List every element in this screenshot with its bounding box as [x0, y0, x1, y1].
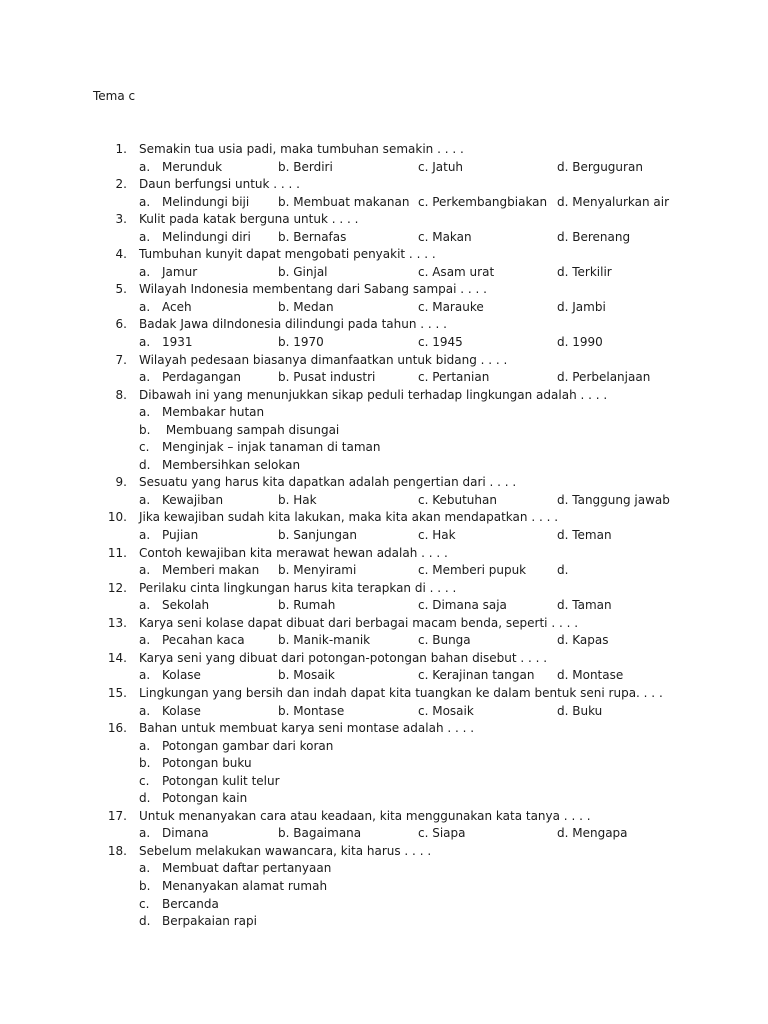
- option-b: b. Bagaimana: [278, 826, 362, 841]
- option-a-letter: a.: [139, 159, 151, 174]
- question-number: 16.: [107, 721, 127, 736]
- question-number: 9.: [115, 475, 127, 490]
- options-row: [0, 632, 768, 650]
- option-d: d. Jambi: [557, 299, 606, 314]
- option-d: d. Perbelanjaan: [557, 370, 651, 385]
- option-text: Potongan gambar dari koran: [162, 738, 334, 753]
- question-row: [0, 246, 768, 264]
- options-row: [0, 194, 768, 212]
- option-c: c. Mosaik: [418, 703, 474, 718]
- option-a-letter: a.: [139, 668, 151, 683]
- question-number: 10.: [107, 510, 127, 525]
- question-list: [0, 141, 768, 931]
- option-a-letter: a.: [139, 703, 151, 718]
- option-c: c. Makan: [418, 229, 472, 244]
- question-text: Perilaku cinta lingkungan harus kita terapkan di . . . .: [139, 580, 457, 595]
- question-number: 2.: [115, 177, 127, 192]
- option-a-text: Pecahan kaca: [162, 633, 245, 648]
- option-d: d. Berenang: [557, 229, 631, 244]
- question-number: 3.: [115, 212, 127, 227]
- question-row: [0, 141, 768, 159]
- option-a-text: Merunduk: [162, 159, 223, 174]
- question-text: Semakin tua usia padi, maka tumbuhan semakin . . . .: [139, 142, 464, 156]
- option-letter: a.: [139, 405, 151, 420]
- option-a-letter: a.: [139, 633, 151, 648]
- option-c: c. 1945: [418, 335, 463, 350]
- option-a-text: Melindungi biji: [162, 194, 250, 209]
- options-row: [0, 334, 768, 352]
- question-row: [0, 211, 768, 229]
- option-a-letter: a.: [139, 370, 151, 385]
- option-letter: d.: [139, 791, 151, 806]
- question-number: 6.: [115, 317, 127, 332]
- option-b: b. Ginjal: [278, 264, 328, 279]
- option-text: Menanyakan alamat rumah: [162, 878, 328, 893]
- option-b: b. Montase: [278, 703, 345, 718]
- option-d: d. Buku: [557, 703, 603, 718]
- question-text: Bahan untuk membuat karya seni montase adalah . . . .: [139, 721, 475, 736]
- question-row: [0, 387, 768, 405]
- question-text: Sesuatu yang harus kita dapatkan adalah pengertian dari . . . .: [139, 475, 517, 490]
- question-text: Daun berfungsi untuk . . . .: [139, 177, 300, 192]
- option-b: b. Sanjungan: [278, 528, 357, 543]
- options-row: [0, 264, 768, 282]
- question-row: [0, 474, 768, 492]
- option-row: [0, 439, 768, 457]
- question-row: [0, 808, 768, 826]
- option-a-letter: a.: [139, 528, 151, 543]
- option-text: Berpakaian rapi: [162, 914, 257, 929]
- option-b: b. Berdiri: [278, 159, 333, 174]
- option-row: [0, 755, 768, 773]
- option-b: b. Bernafas: [278, 229, 347, 244]
- question-number: 7.: [115, 352, 127, 367]
- options-row: [0, 369, 768, 387]
- question-number: 8.: [115, 387, 127, 402]
- option-b: b. Menyirami: [278, 563, 357, 578]
- option-b: b. Pusat industri: [278, 370, 376, 385]
- option-b: b. Membuat makanan: [278, 194, 410, 209]
- option-row: [0, 404, 768, 422]
- option-letter: c.: [139, 440, 150, 455]
- option-b: b. Mosaik: [278, 668, 335, 683]
- question-text: Wilayah Indonesia membentang dari Sabang sampai . . . .: [139, 282, 487, 297]
- option-d: d. Teman: [557, 528, 612, 543]
- question-number: 18.: [107, 843, 127, 858]
- option-b: b. Hak: [278, 492, 317, 507]
- option-text: Potongan kain: [162, 791, 248, 806]
- option-text: Membakar hutan: [162, 405, 265, 420]
- document-title: Tema c: [93, 89, 136, 103]
- options-row: [0, 527, 768, 545]
- option-letter: b.: [139, 756, 151, 771]
- option-a-text: Dimana: [162, 826, 209, 841]
- option-a-text: Aceh: [162, 299, 192, 314]
- option-text: Membuang sampah disungai: [162, 422, 340, 437]
- option-c: c. Kebutuhan: [418, 492, 497, 507]
- question-row: [0, 650, 768, 668]
- question-text: Karya seni kolase dapat dibuat dari berbagai macam benda, seperti . . . .: [139, 615, 579, 630]
- option-b: b. 1970: [278, 335, 324, 350]
- option-d: d. Kapas: [557, 633, 609, 648]
- option-a-letter: a.: [139, 299, 151, 314]
- question-number: 5.: [115, 282, 127, 297]
- option-a-text: Kolase: [162, 668, 201, 683]
- option-d: d.: [557, 563, 569, 578]
- option-a-letter: a.: [139, 598, 151, 613]
- options-row: [0, 159, 768, 177]
- option-d: d. Tanggung jawab: [557, 492, 670, 507]
- options-row: [0, 667, 768, 685]
- question-text: Sebelum melakukan wawancara, kita harus . . . .: [139, 843, 432, 858]
- question-row: [0, 316, 768, 334]
- option-row: [0, 860, 768, 878]
- option-letter: c.: [139, 896, 150, 911]
- question-number: 14.: [107, 650, 127, 665]
- question-row: [0, 281, 768, 299]
- option-a-letter: a.: [139, 194, 151, 209]
- option-letter: a.: [139, 738, 151, 753]
- question-row: [0, 352, 768, 370]
- option-a-text: Jamur: [162, 264, 198, 279]
- option-a-text: Memberi makan: [162, 563, 260, 578]
- option-d: d. Berguguran: [557, 159, 643, 174]
- option-b: b. Manik-manik: [278, 633, 371, 648]
- option-c: c. Asam urat: [418, 264, 495, 279]
- question-row: [0, 843, 768, 861]
- option-d: d. Montase: [557, 668, 624, 683]
- option-a-text: Pujian: [162, 528, 199, 543]
- question-text: Dibawah ini yang menunjukkan sikap peduli terhadap lingkungan adalah . . . .: [139, 387, 608, 402]
- question-number: 4.: [115, 247, 127, 262]
- question-row: [0, 545, 768, 563]
- question-row: [0, 720, 768, 738]
- question-number: 17.: [107, 808, 127, 823]
- question-row: [0, 685, 768, 703]
- option-c: c. Marauke: [418, 299, 484, 314]
- option-c: c. Kerajinan tangan: [418, 668, 535, 683]
- question-text: Lingkungan yang bersih dan indah dapat kita tuangkan ke dalam bentuk seni rupa. . . .: [139, 685, 663, 700]
- question-number: 15.: [107, 685, 127, 700]
- option-c: c. Hak: [418, 528, 456, 543]
- option-c: c. Pertanian: [418, 370, 490, 385]
- option-a-letter: a.: [139, 492, 151, 507]
- question-row: [0, 615, 768, 633]
- question-text: Tumbuhan kunyit dapat mengobati penyakit . . . .: [139, 247, 436, 262]
- option-letter: d.: [139, 457, 151, 472]
- options-row: [0, 229, 768, 247]
- option-a-text: Kolase: [162, 703, 201, 718]
- question-text: Kulit pada katak berguna untuk . . . .: [139, 212, 359, 227]
- question-number: 1.: [115, 142, 127, 156]
- option-a-text: Perdagangan: [162, 370, 242, 385]
- option-letter: d.: [139, 914, 151, 929]
- option-a-text: Melindungi diri: [162, 229, 251, 244]
- option-a-text: Kewajiban: [162, 492, 224, 507]
- option-d: d. 1990: [557, 335, 603, 350]
- question-text: Jika kewajiban sudah kita lakukan, maka kita akan mendapatkan . . . .: [139, 510, 559, 525]
- option-d: d. Menyalurkan air: [557, 194, 670, 209]
- option-text: Membuat daftar pertanyaan: [162, 861, 332, 876]
- option-row: [0, 422, 768, 440]
- option-a-letter: a.: [139, 229, 151, 244]
- options-row: [0, 299, 768, 317]
- option-c: c. Siapa: [418, 826, 466, 841]
- option-text: Membersihkan selokan: [162, 457, 301, 472]
- option-letter: b.: [139, 422, 151, 437]
- options-row: [0, 597, 768, 615]
- option-d: d. Terkilir: [557, 264, 612, 279]
- question-text: Contoh kewajiban kita merawat hewan adalah . . . .: [139, 545, 448, 560]
- option-letter: b.: [139, 878, 151, 893]
- question-number: 12.: [107, 580, 127, 595]
- option-a-letter: a.: [139, 563, 151, 578]
- options-row: [0, 825, 768, 843]
- option-d: d. Mengapa: [557, 826, 628, 841]
- option-row: [0, 773, 768, 791]
- option-text: Menginjak – injak tanaman di taman: [162, 440, 381, 455]
- option-a-text: Sekolah: [162, 598, 210, 613]
- option-row: [0, 913, 768, 931]
- option-row: [0, 896, 768, 914]
- question-text: Karya seni yang dibuat dari potongan-potongan bahan disebut . . . .: [139, 650, 548, 665]
- option-text: Potongan kulit telur: [162, 773, 280, 788]
- option-letter: c.: [139, 773, 150, 788]
- option-c: c. Bunga: [418, 633, 471, 648]
- option-a-letter: a.: [139, 335, 151, 350]
- options-row: [0, 562, 768, 580]
- option-c: c. Dimana saja: [418, 598, 507, 613]
- option-a-letter: a.: [139, 264, 151, 279]
- option-b: b. Medan: [278, 299, 334, 314]
- question-row: [0, 176, 768, 194]
- option-row: [0, 738, 768, 756]
- question-number: 13.: [107, 615, 127, 630]
- question-text: Wilayah pedesaan biasanya dimanfaatkan untuk bidang . . . .: [139, 352, 508, 367]
- option-c: c. Memberi pupuk: [418, 563, 527, 578]
- option-row: [0, 878, 768, 896]
- option-d: d. Taman: [557, 598, 612, 613]
- option-b: b. Rumah: [278, 598, 336, 613]
- question-row: [0, 509, 768, 527]
- question-text: Badak Jawa diIndonesia dilindungi pada tahun . . . .: [139, 317, 447, 332]
- question-text: Untuk menanyakan cara atau keadaan, kita menggunakan kata tanya . . . .: [139, 808, 591, 823]
- option-row: [0, 790, 768, 808]
- option-c: c. Perkembangbiakan: [418, 194, 548, 209]
- question-row: [0, 580, 768, 598]
- option-row: [0, 457, 768, 475]
- option-a-text: 1931: [162, 335, 193, 350]
- question-number: 11.: [107, 545, 127, 560]
- option-c: c. Jatuh: [418, 159, 464, 174]
- option-text: Potongan buku: [162, 756, 252, 771]
- option-text: Bercanda: [162, 896, 219, 911]
- options-row: [0, 703, 768, 721]
- option-letter: a.: [139, 861, 151, 876]
- options-row: [0, 492, 768, 510]
- option-a-letter: a.: [139, 826, 151, 841]
